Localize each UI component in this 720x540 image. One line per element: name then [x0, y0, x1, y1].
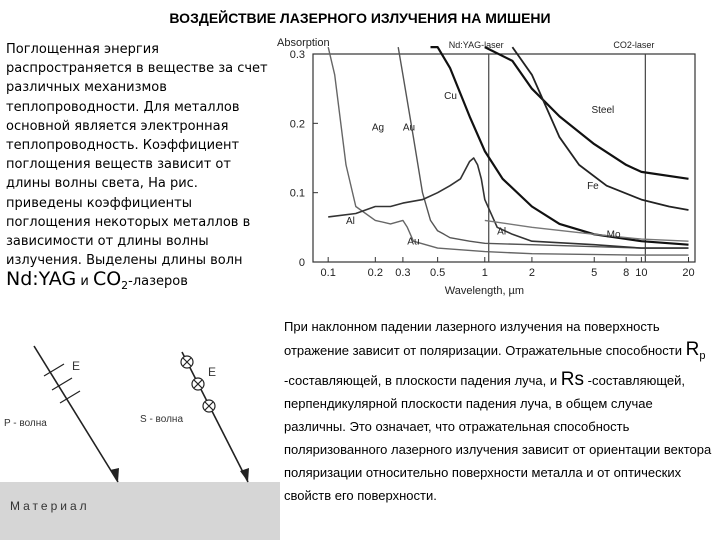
co2-main: CO	[92, 268, 122, 291]
y-tick-label: 0	[298, 257, 305, 269]
x-tick-label: 20	[682, 267, 695, 279]
laser-marker-label: Nd:YAG-laser	[448, 40, 504, 50]
series-line-steel	[485, 47, 689, 179]
y-tick-label: 0.1	[289, 187, 305, 200]
left-paragraph	[6, 40, 268, 296]
series-label-ag: Ag	[371, 122, 385, 134]
series-label-au: Au	[402, 122, 416, 134]
x-tick-label: 1	[481, 267, 488, 279]
x-tick-label: 10	[635, 267, 648, 279]
x-tick-label: 0.5	[429, 267, 446, 279]
y-tick-label: 0.3	[289, 49, 305, 61]
co2-subscript: 2	[121, 279, 129, 293]
rp-subscript: p	[699, 350, 706, 362]
series-extra-label: Al	[497, 226, 507, 238]
co2-label	[92, 268, 129, 293]
right-paragraph-part3: -составляющей, перпендикулярной плоскости падения луча, в общем случае различны. Это означает, что отражательная способность поляризованного лазерного излучения зависит от ориентации вектора поляризации относительно поверхности металла и от оптических свойств его поверхности.	[284, 373, 712, 503]
y-tick-label: 0.2	[289, 118, 305, 131]
series-label-al: Al	[346, 215, 355, 227]
wavelengths-prefix: волн	[210, 253, 243, 269]
and-word: и	[80, 274, 89, 290]
x-tick-label: 8	[623, 267, 630, 279]
s-wave-label: S - волна	[140, 414, 184, 425]
x-tick-label: 2	[528, 267, 535, 279]
p-wave-arrowhead	[110, 468, 119, 482]
series-line-al	[328, 158, 688, 248]
series-line-mo	[485, 220, 689, 241]
series-label-mo: Mo	[606, 229, 621, 241]
absorption-chart	[275, 30, 715, 310]
p-wave-label: P - волна	[4, 418, 47, 429]
x-tick-label: 0.3	[395, 267, 411, 279]
ndyag-label: Nd:YAG	[6, 268, 77, 291]
left-paragraph-main: Поглощенная энергия распространяется в веществе за счет различных механизмов теплопроводности. Для металлов основной является электронная теплопроводность. Коэффициент поглощения веществ зависит от длины волны света, На рис. приведены коэффициенты поглощения некоторых металлов в зависимости от длины волны излучения. Выделены длины	[6, 42, 268, 269]
p-wave	[4, 346, 119, 482]
right-paragraph	[284, 315, 716, 507]
x-tick-label: 0.2	[367, 267, 383, 279]
rs-symbol: Rs	[560, 369, 585, 390]
lasers-suffix: -лазеров	[128, 274, 188, 290]
right-paragraph-part2: -составляющей, в плоскости падения луча, и	[284, 373, 558, 388]
page-title: ВОЗДЕЙСТВИЕ ЛАЗЕРНОГО ИЗЛУЧЕНИЯ НА МИШЕНИ	[169, 10, 551, 26]
s-wave-e-label: E	[208, 365, 217, 379]
x-axis-label: Wavelength, µm	[444, 285, 525, 297]
series-line-cu	[431, 47, 689, 245]
laser-marker-label: CO2-laser	[613, 40, 655, 50]
x-tick-label: 0.1	[320, 267, 336, 279]
p-wave-e-label: E	[72, 359, 81, 373]
material-label: Материал	[10, 499, 90, 513]
x-tick-label: 5	[591, 267, 598, 279]
series-label-cu: Cu	[444, 91, 457, 103]
rp-main: R	[685, 339, 700, 360]
series-label-steel: Steel	[591, 104, 615, 116]
y-axis-label: Absorption	[277, 37, 330, 49]
series-label-fe: Fe	[587, 181, 599, 193]
polarization-diagram	[0, 340, 280, 540]
right-paragraph-part1: При наклонном падении лазерного излучения на поверхность отражение зависит от поляризации. Отражательные способности	[284, 319, 682, 358]
s-wave	[140, 352, 249, 482]
rp-symbol	[686, 339, 706, 360]
series-line-fe	[512, 47, 688, 210]
series-extra-label: Au	[407, 236, 420, 248]
